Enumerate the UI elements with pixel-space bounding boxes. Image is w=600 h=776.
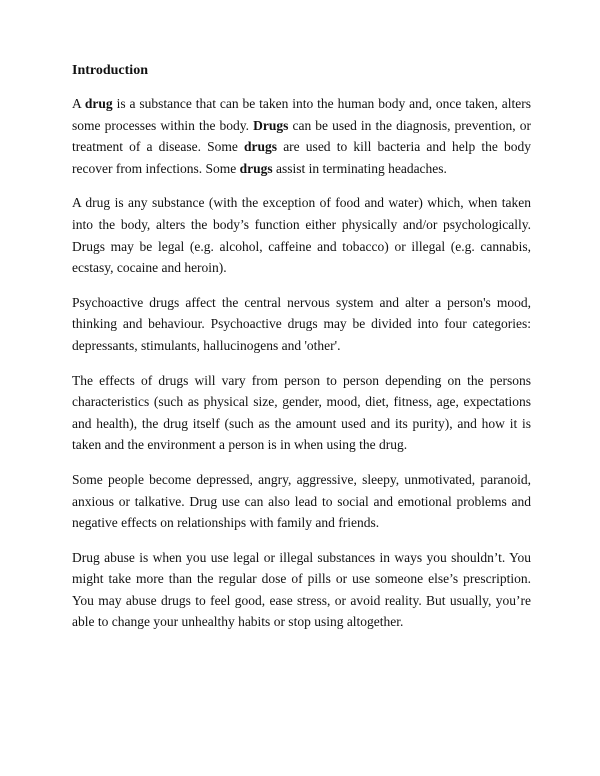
paragraph-text: assist in terminating headaches. — [272, 160, 447, 176]
body-paragraph — [72, 370, 531, 456]
body-paragraph — [72, 469, 531, 534]
body-paragraph — [72, 292, 531, 357]
bold-term: Drugs — [253, 117, 289, 133]
body-paragraph — [72, 192, 531, 278]
paragraph-text: Psychoactive drugs affect the central nervous system and alter a person's mood, thinking and behaviour. Psychoactive drugs may be divided into four categories: depressants, stimulants, hallucinogens and 'other'. — [72, 294, 531, 353]
paragraph-text: Some people become depressed, angry, aggressive, sleepy, unmotivated, paranoid, anxious or talkative. Drug use can also lead to social and emotional problems and negative effects on relationships with family and friends. — [72, 471, 531, 531]
paragraph-text: can be used in the diagnosis, prevention, or treatment of a disease. Some — [72, 117, 531, 155]
paragraph-text: Drug abuse is when you use legal or illegal substances in ways you shouldn’t. You might take more than the regular dose of pills or use someone else’s prescription. You may abuse drugs to feel good, ease stress, or avoid reality. But usually, you’re able to change your unhealthy habits or stop using altogether. — [72, 549, 531, 630]
bold-term: drugs — [244, 139, 278, 155]
body-paragraph — [72, 93, 531, 179]
paragraph-text: A — [72, 96, 85, 111]
paragraph-text: are used to kill bacteria and help the body recover from infections. Some — [72, 139, 531, 176]
document-page — [72, 60, 531, 633]
bold-term: drug — [84, 96, 113, 111]
paragraph-text: A drug is any substance (with the exception of food and water) which, when taken into the body, alters the body’s function either physically and/or psychologically. Drugs may be legal (e.g. alcohol, caffeine and tobacco) or illegal (e.g. cannabis, ecstasy, cocaine and heroin). — [72, 195, 531, 276]
section-heading: Introduction — [72, 63, 148, 78]
paragraph-text: is a substance that can be taken into the human body and, once taken, alters some processes within the body. — [72, 96, 531, 133]
paragraph-text: The effects of drugs will vary from person to person depending on the persons characteristics (such as physical size, gender, mood, diet, fitness, age, expectations and health), the drug itself (such as the amount used and its purity), and how it is taken and the environment a person is in when using the drug. — [72, 372, 531, 453]
bold-term: drugs — [239, 160, 273, 176]
body-paragraph — [72, 547, 531, 633]
paragraph-list — [72, 93, 531, 633]
